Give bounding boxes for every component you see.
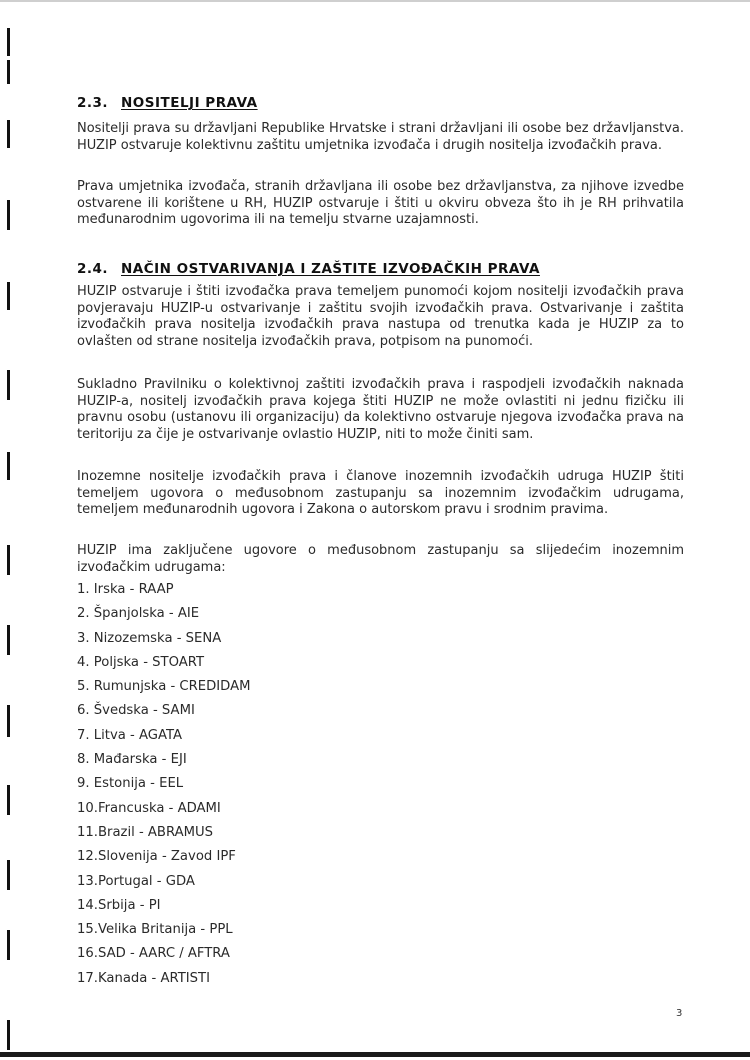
list-item: 8. Mađarska - EJI: [77, 752, 187, 768]
binder-mark: [7, 60, 10, 84]
binder-mark: [7, 452, 10, 480]
paragraph: Prava umjetnika izvođača, stranih državljana ili osobe bez državljanstva, za njihove izvedbe ostvarene ili korištene u RH, HUZIP ostvaruje i štiti u okviru obveza što ih je RH prihvatila međunarodnim ugovorima ili na temelju stvarne uzajamnosti.: [77, 179, 684, 228]
list-item: 2. Španjolska - AIE: [77, 606, 200, 622]
list-item: 12.Slovenija - Zavod IPF: [77, 849, 236, 865]
binder-mark: [7, 120, 10, 148]
section-title: NAČIN OSTVARIVANJA I ZAŠTITE IZVOĐAČKIH PRAVA: [121, 261, 540, 277]
list-item: 1. Irska - RAAP: [77, 582, 174, 597]
paragraph: HUZIP ima zaključene ugovore o međusobnom zastupanju sa slijedećim inozemnim izvođačkim udrugama:: [77, 543, 684, 575]
section-heading-2-3: [77, 95, 258, 111]
list-item: 17.Kanada - ARTISTI: [77, 970, 210, 986]
list-item: 7. Litva - AGATA: [77, 727, 183, 743]
list-item: 14.Srbija - PI: [77, 897, 161, 913]
list-item: 16.SAD - AARC / AFTRA: [77, 946, 230, 962]
list-item: 3. Nizozemska - SENA: [77, 630, 222, 646]
list-item: 5. Rumunjska - CREDIDAM: [77, 679, 251, 695]
binder-mark: [7, 545, 10, 575]
binder-mark: [7, 785, 10, 815]
paragraph: Nositelji prava su državljani Republike Hrvatske i strani državljani ili osobe bez državljanstva. HUZIP ostvaruje kolektivnu zaštitu umjetnika izvođača i drugih nositelja izvođačkih prava.: [77, 121, 684, 153]
binder-mark: [7, 370, 10, 400]
binder-mark: [7, 1020, 10, 1050]
page-number: 3: [676, 1008, 683, 1019]
scan-bottom-edge: [0, 1052, 750, 1057]
binder-mark: [7, 282, 10, 310]
scan-top-edge: [0, 0, 750, 2]
binder-mark: [7, 860, 10, 890]
list-item: 4. Poljska - STOART: [77, 654, 205, 670]
binder-mark: [7, 28, 10, 56]
binder-mark: [7, 200, 10, 230]
section-heading-2-4: [77, 261, 540, 277]
section-number: 2.3.: [77, 95, 109, 111]
list-item: 9. Estonija - EEL: [77, 776, 184, 792]
partner-organizations-list: [77, 578, 251, 991]
list-item: 13.Portugal - GDA: [77, 873, 195, 889]
list-item: 10.Francuska - ADAMI: [77, 800, 221, 816]
list-item: 11.Brazil - ABRAMUS: [77, 824, 214, 840]
paragraph: Sukladno Pravilniku o kolektivnoj zaštiti izvođačkih prava i raspodjeli izvođačkih naknada HUZIP-a, nositelj izvođačkih prava kojega štiti HUZIP ne može ovlastiti ni jednu fizičku ili pravnu osobu (ustanovu ili organizaciju) da kolektivno ostvaruje njegova izvođačka prava na teritoriju za čije je ostvarivanje ovlastio HUZIP, niti to može činiti sam.: [77, 377, 684, 442]
section-number: 2.4.: [77, 261, 109, 277]
paragraph: HUZIP ostvaruje i štiti izvođačka prava temeljem punomoći kojom nositelji izvođačkih prava povjeravaju HUZIP-u ostvarivanje i zaštitu svojih izvođačkih prava. Ostvarivanje i zaštita izvođačkih prava nositelja izvođačkih prava nastupa od trenutka kada je HUZIP za to ovlašten od strane nositelja izvođačkih prava, potpisom na punomoći.: [77, 284, 684, 349]
binder-mark: [7, 705, 10, 737]
binder-mark: [7, 930, 10, 960]
binder-mark: [7, 625, 10, 655]
list-item: 15.Velika Britanija - PPL: [77, 922, 233, 938]
paragraph: Inozemne nositelje izvođačkih prava i članove inozemnih izvođačkih udruga HUZIP štiti temeljem ugovora o međusobnom zastupanju sa inozemnim izvođačkim udrugama, temeljem međunarodnih ugovora i Zakona o autorskom pravu i srodnim pravima.: [77, 469, 684, 518]
section-title: NOSITELJI PRAVA: [121, 95, 258, 111]
list-item: 6. Švedska - SAMI: [77, 703, 195, 719]
